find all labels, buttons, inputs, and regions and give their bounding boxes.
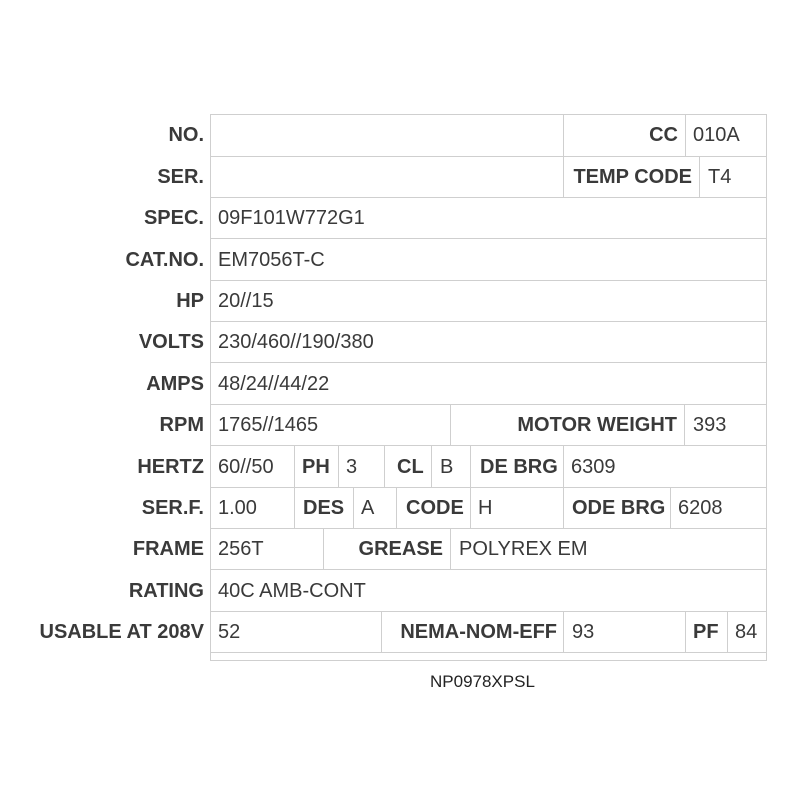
amps-label: AMPS [146, 373, 204, 395]
nameplate-part-number: NP0978XPSL [430, 672, 535, 691]
row-divider [210, 528, 767, 529]
rating-value: 40C AMB-CONT [218, 580, 366, 602]
cl-value: B [440, 456, 454, 478]
grease-label: GREASE [358, 538, 443, 560]
cell-divider [563, 156, 564, 197]
ser-label: SER. [157, 166, 204, 188]
frame-value: 256T [218, 538, 264, 560]
cc-value: 010A [693, 124, 740, 146]
cell-divider [470, 487, 471, 528]
cl-label: CL [397, 456, 424, 478]
hertz-label: HERTZ [137, 456, 204, 478]
usable-label: USABLE AT 208V [39, 621, 204, 643]
row-divider [210, 569, 767, 570]
row-divider [210, 611, 767, 612]
table-left-border [210, 114, 211, 660]
nema-nom-eff-label: NEMA-NOM-EFF [400, 621, 557, 643]
cell-divider [294, 445, 295, 487]
row-divider [210, 156, 767, 157]
cc-label: CC [649, 124, 678, 146]
amps-value: 48/24//44/22 [218, 373, 330, 395]
motor-weight-value: 393 [693, 414, 727, 436]
cell-divider [563, 114, 564, 156]
ode-brg-value: 6208 [678, 497, 723, 519]
pf-value: 84 [735, 621, 758, 643]
cell-divider [338, 445, 339, 487]
row-divider [210, 114, 767, 115]
ph-label: PH [302, 456, 330, 478]
cell-divider [384, 445, 385, 487]
cat-no-label: CAT.NO. [125, 249, 204, 271]
hertz-value: 60//50 [218, 456, 274, 478]
row-divider [210, 362, 767, 363]
volts-label: VOLTS [138, 331, 204, 353]
spec-value: 09F101W772G1 [218, 207, 365, 229]
de-brg-label: DE BRG [480, 456, 558, 478]
row-divider [210, 197, 767, 198]
row-divider [210, 280, 767, 281]
cell-divider [684, 404, 685, 445]
rpm-value: 1765//1465 [218, 414, 319, 436]
de-brg-value: 6309 [571, 456, 616, 478]
spec-label: SPEC. [143, 207, 204, 229]
grease-value: POLYREX EM [459, 538, 588, 560]
table-right-border [766, 114, 767, 660]
temp-code-value: T4 [708, 166, 732, 188]
row-divider [210, 238, 767, 239]
cat-no-value: EM7056T-C [218, 249, 325, 271]
cell-divider [450, 404, 451, 445]
cell-divider [323, 528, 324, 569]
row-divider [210, 652, 767, 653]
nema-nom-eff-value: 93 [572, 621, 595, 643]
cell-divider [563, 445, 564, 487]
cell-divider [727, 611, 728, 652]
cell-divider [450, 528, 451, 569]
code-label: CODE [406, 497, 464, 519]
no-label: NO. [168, 124, 204, 146]
hp-value: 20//15 [218, 290, 274, 312]
cell-divider [470, 445, 471, 487]
rating-label: RATING [128, 580, 204, 602]
frame-label: FRAME [132, 538, 204, 560]
des-label: DES [303, 497, 345, 519]
cell-divider [294, 487, 295, 528]
temp-code-label: TEMP CODE [573, 166, 692, 188]
code-value: H [478, 497, 493, 519]
rpm-label: RPM [159, 414, 204, 436]
cell-divider [396, 487, 397, 528]
row-divider [210, 321, 767, 322]
motor-weight-label: MOTOR WEIGHT [517, 414, 677, 436]
cell-divider [685, 114, 686, 156]
cell-divider [353, 487, 354, 528]
cell-divider [381, 611, 382, 652]
hp-label: HP [176, 290, 204, 312]
row-divider [210, 660, 767, 661]
ode-brg-label: ODE BRG [572, 497, 666, 519]
cell-divider [685, 611, 686, 652]
ph-value: 3 [346, 456, 358, 478]
cell-divider [670, 487, 671, 528]
cell-divider [563, 611, 564, 652]
volts-value: 230/460//190/380 [218, 331, 374, 353]
pf-label: PF [693, 621, 719, 643]
ser-f-label: SER.F. [141, 497, 204, 519]
usable-value: 52 [218, 621, 241, 643]
cell-divider [563, 487, 564, 528]
ser-f-value: 1.00 [218, 497, 257, 519]
cell-divider [699, 156, 700, 197]
des-value: A [361, 497, 375, 519]
cell-divider [431, 445, 432, 487]
